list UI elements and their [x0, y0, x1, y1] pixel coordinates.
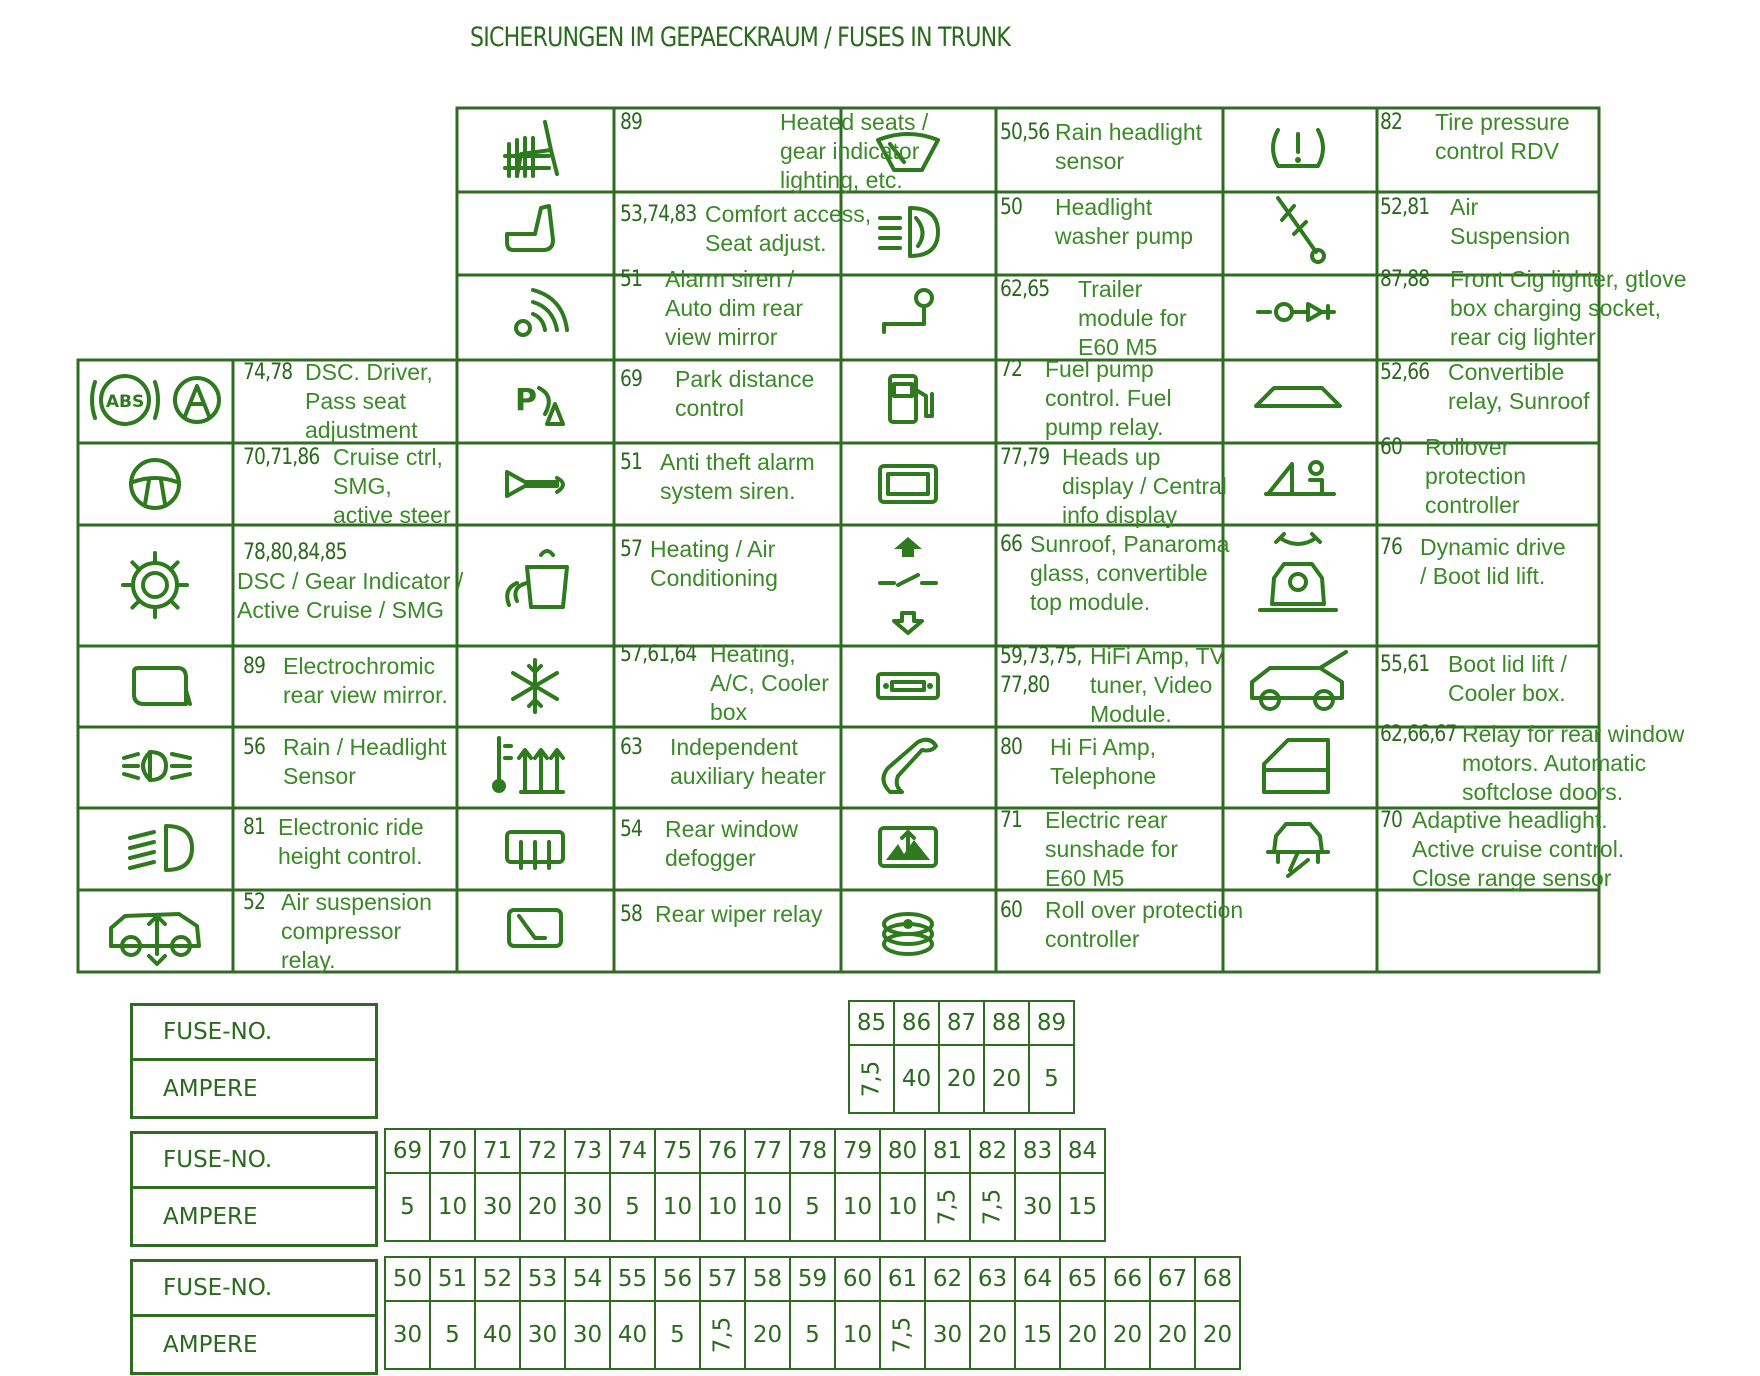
fuse-numbers: 63 [620, 735, 643, 760]
fuse-numbers: 52 [243, 890, 266, 915]
seat-icon [507, 206, 553, 250]
convertible-roof-icon [1256, 388, 1340, 406]
ampere-cell: 15 [1015, 1301, 1060, 1369]
fuse-number-cell: 69 [385, 1129, 430, 1173]
fuse-no-label: FUSE-NO. [133, 1262, 375, 1317]
headlight-range-icon [130, 826, 192, 870]
fuse-description: Fuel pump control. Fuel pump relay. [1045, 356, 1172, 440]
fuse-description: DSC. Driver, Pass seat adjustment [305, 359, 433, 443]
ampere-cell: 7,5 [925, 1173, 970, 1241]
ampere-cell: 10 [655, 1173, 700, 1241]
fuse-numbers: 52,81 [1380, 195, 1430, 220]
fuse-numbers: 52,66 [1380, 360, 1430, 385]
fuse-description: Heads up display / Central info display [1062, 444, 1227, 528]
ampere-cell: 5 [1029, 1045, 1074, 1113]
fuse-table-3-header [130, 1259, 378, 1375]
ampere-cell: 7,5 [880, 1301, 925, 1369]
fuse-table-2-header [130, 1131, 378, 1247]
ampere-cell: 5 [610, 1173, 655, 1241]
fuse-number-cell: 52 [475, 1257, 520, 1301]
fuse-description: Electric rear sunshade for E60 M5 [1045, 807, 1178, 891]
fuse-numbers: 60 [1380, 435, 1403, 460]
fuse-numbers: 72 [1000, 357, 1023, 382]
fuse-number-cell: 71 [475, 1129, 520, 1173]
sunroof-switch-icon [880, 537, 936, 633]
fuse-number-cell: 64 [1015, 1257, 1060, 1301]
fuse-no-label: FUSE-NO. [133, 1134, 375, 1189]
alarm-siren-icon [516, 290, 567, 335]
page-title: SICHERUNGEN IM GEPAECKRAUM / FUSES IN TRUNK [470, 22, 1011, 53]
fuse-description: DSC / Gear Indicator / Active Cruise / SMG [237, 568, 464, 623]
fuse-description: Heated seats / gear indicator lighting, etc. [780, 109, 929, 193]
fuse-description: Front Cig lighter, gtlove box charging socket, rear cig lighter [1450, 266, 1687, 350]
fuse-description: Air Suspension [1450, 194, 1571, 249]
fuse-number-cell: 83 [1015, 1129, 1060, 1173]
fuse-number-cell: 88 [984, 1001, 1029, 1045]
fuse-description: Heating / Air Conditioning [650, 536, 778, 591]
ampere-cell: 5 [430, 1301, 475, 1369]
fuse-numbers: 55,61 [1380, 652, 1430, 677]
fuse-numbers: 87,88 [1380, 267, 1430, 292]
ampere-cell: 10 [880, 1173, 925, 1241]
fuse-number-cell: 72 [520, 1129, 565, 1173]
svg-text:ABS: ABS [105, 392, 145, 412]
fuse-numbers: 58 [620, 902, 643, 927]
fuse-numbers: 82 [1380, 110, 1403, 135]
fuse-description: Convertible relay, Sunroof [1448, 359, 1590, 414]
fuse-number-cell: 86 [894, 1001, 939, 1045]
fuse-number-cell: 66 [1105, 1257, 1150, 1301]
fuse-numbers: 76 [1380, 535, 1403, 560]
ampere-cell: 15 [1060, 1173, 1105, 1241]
fuse-description: Dynamic drive / Boot lid lift. [1420, 534, 1566, 589]
fuse-numbers: 89 [243, 654, 266, 679]
rear-wiper-icon [509, 910, 561, 946]
fuse-numbers: 78,80,84,85 [243, 540, 347, 565]
fuse-description: Relay for rear window motors. Automatic softclose doors. [1462, 721, 1685, 805]
fuse-description: Trailer module for E60 M5 [1078, 276, 1187, 360]
fuse-number-cell: 60 [835, 1257, 880, 1301]
fuse-numbers: 57 [620, 537, 643, 562]
fuse-numbers: 62,65 [1000, 277, 1050, 302]
rear-defogger-icon [507, 832, 563, 868]
fuse-number-cell: 55 [610, 1257, 655, 1301]
ampere-cell: 10 [745, 1173, 790, 1241]
fuse-number-cell: 74 [610, 1129, 655, 1173]
ampere-cell: 10 [700, 1173, 745, 1241]
shock-absorber-icon [1278, 198, 1324, 262]
ampere-cell: 20 [520, 1173, 565, 1241]
ampere-cell: 30 [475, 1173, 520, 1241]
fuse-number-cell: 63 [970, 1257, 1015, 1301]
fuse-number-cell: 81 [925, 1129, 970, 1173]
door-icon [1264, 740, 1328, 792]
ampere-cell: 30 [520, 1301, 565, 1369]
fuse-numbers: 69 [620, 367, 643, 392]
ampere-cell: 30 [565, 1173, 610, 1241]
fuse-numbers: 62,66,67 [1380, 722, 1457, 747]
fuse-description: Alarm siren / Auto dim rear view mirror [665, 266, 804, 350]
fuse-number-cell: 82 [970, 1129, 1015, 1173]
fuse-number-cell: 76 [700, 1129, 745, 1173]
display-icon [880, 466, 936, 502]
fuse-description: Comfort access, Seat adjust. [705, 201, 872, 256]
fuse-description: Roll over protection controller [1045, 897, 1244, 952]
climate-icon [507, 551, 567, 607]
fuse-number-cell: 85 [849, 1001, 894, 1045]
ampere-cell: 7,5 [849, 1045, 894, 1113]
svg-text:P: P [515, 383, 537, 418]
fuse-number-cell: 79 [835, 1129, 880, 1173]
ampere-cell: 7,5 [970, 1173, 1015, 1241]
fuel-pump-icon [890, 376, 932, 422]
ampere-cell: 30 [1015, 1173, 1060, 1241]
fuse-description: Cruise ctrl, SMG, active steer [333, 444, 451, 528]
fuse-number-cell: 70 [430, 1129, 475, 1173]
fuse-table-3 [384, 1256, 1241, 1370]
ampere-cell: 40 [894, 1045, 939, 1113]
fuse-description: Tire pressure control RDV [1435, 109, 1570, 164]
ampere-label: AMPERE [163, 1075, 258, 1102]
fuse-number-cell: 80 [880, 1129, 925, 1173]
ampere-cell: 7,5 [700, 1301, 745, 1369]
ampere-cell: 30 [925, 1301, 970, 1369]
fuse-description: Hi Fi Amp, Telephone [1050, 734, 1157, 789]
fuse-numbers: 74,78 [243, 360, 293, 385]
snowflake-icon [513, 660, 557, 712]
fuse-description: Sunroof, Panaroma glass, convertible top module. [1030, 531, 1230, 615]
ampere-cell: 40 [475, 1301, 520, 1369]
ampere-label: AMPERE [163, 1331, 258, 1358]
heated-seat-icon [505, 122, 557, 176]
fuse-description: Rear wiper relay [655, 901, 823, 927]
fog-light-icon [124, 752, 190, 780]
ampere-cell: 10 [835, 1301, 880, 1369]
ampere-cell: 5 [790, 1301, 835, 1369]
mirror-icon [134, 668, 190, 704]
fuse-numbers: 51 [620, 450, 643, 475]
fuse-numbers: 56 [243, 735, 266, 760]
sunshade-icon [880, 828, 936, 866]
ampere-cell: 20 [1195, 1301, 1240, 1369]
fuse-number-cell: 87 [939, 1001, 984, 1045]
ampere-cell: 10 [835, 1173, 880, 1241]
fuse-table-1-header [130, 1003, 378, 1119]
fuse-numbers: 70,71,86 [243, 445, 320, 470]
ampere-cell: 5 [790, 1173, 835, 1241]
aux-heater-icon [492, 738, 563, 793]
fuse-numbers: 50 [1000, 195, 1023, 220]
fuse-number-cell: 50 [385, 1257, 430, 1301]
fuse-description: Electronic ride height control. [278, 814, 424, 869]
adaptive-headlight-icon [1268, 824, 1328, 876]
fuse-number-cell: 67 [1150, 1257, 1195, 1301]
fuse-table-2 [384, 1128, 1106, 1242]
ampere-cell: 20 [1150, 1301, 1195, 1369]
fuse-number-cell: 68 [1195, 1257, 1240, 1301]
ampere-cell: 40 [610, 1301, 655, 1369]
fuse-description: Headlight washer pump [1055, 194, 1194, 249]
headlight-washer-icon [880, 208, 938, 256]
fuse-number-cell: 73 [565, 1129, 610, 1173]
ampere-cell: 20 [970, 1301, 1015, 1369]
fuse-description: Electrochromic rear view mirror. [283, 653, 448, 708]
ampere-cell: 20 [745, 1301, 790, 1369]
air-suspension-car-icon [111, 914, 199, 964]
fuse-numbers: 53,74,83 [620, 202, 697, 227]
ampere-cell: 30 [385, 1301, 430, 1369]
fuse-description: Rollover protection controller [1425, 434, 1527, 518]
fuse-numbers: 57,61,64 [620, 642, 697, 667]
fuse-number-cell: 54 [565, 1257, 610, 1301]
telephone-icon [883, 740, 936, 792]
fuse-number-cell: 61 [880, 1257, 925, 1301]
fuse-numbers: 54 [620, 817, 643, 842]
ampere-cell: 30 [565, 1301, 610, 1369]
ampere-cell: 10 [430, 1173, 475, 1241]
fuse-number-cell: 77 [745, 1129, 790, 1173]
fuse-number-cell: 51 [430, 1257, 475, 1301]
fuse-number-cell: 53 [520, 1257, 565, 1301]
fuse-number-cell: 59 [790, 1257, 835, 1301]
fuse-description: Rain headlight sensor [1055, 119, 1203, 174]
abs-dsc-icon [92, 376, 219, 424]
fuse-number-cell: 58 [745, 1257, 790, 1301]
fuse-numbers: 81 [243, 815, 266, 840]
fuse-number-cell: 84 [1060, 1129, 1105, 1173]
boot-lid-icon [1252, 652, 1346, 709]
fuse-number-cell: 65 [1060, 1257, 1105, 1301]
fuse-no-label: FUSE-NO. [133, 1006, 375, 1061]
steering-wheel-icon [131, 460, 179, 508]
fuse-description: Air suspension compressor relay. [281, 889, 432, 973]
fuse-number-cell: 89 [1029, 1001, 1074, 1045]
ampere-cell: 5 [655, 1301, 700, 1369]
gear-icon [123, 553, 187, 617]
fuse-numbers: 71 [1000, 808, 1023, 833]
fuse-description: Heating, A/C, Cooler box [710, 641, 829, 725]
fuse-description: Boot lid lift / Cooler box. [1448, 651, 1567, 706]
fuse-description: Park distance control [675, 366, 815, 421]
fuse-number-cell: 56 [655, 1257, 700, 1301]
fuse-description: Rain / Headlight Sensor [283, 734, 447, 789]
dynamic-drive-icon [1260, 534, 1336, 610]
ampere-cell: 20 [939, 1045, 984, 1113]
cigarette-lighter-icon [1258, 304, 1334, 320]
fuse-description: Rear window defogger [665, 816, 798, 871]
fuse-numbers: 59,73,75, 77,80 [1000, 644, 1082, 698]
horn-icon [507, 472, 563, 496]
rollover-icon [1266, 462, 1334, 494]
ampere-cell: 5 [385, 1173, 430, 1241]
ampere-cell: 20 [984, 1045, 1029, 1113]
rollover-sensor-icon [884, 914, 932, 954]
fuse-description: HiFi Amp, TV tuner, Video Module. [1090, 643, 1226, 727]
fuse-number-cell: 62 [925, 1257, 970, 1301]
tire-pressure-icon [1273, 130, 1323, 166]
fuse-numbers: 70 [1380, 808, 1403, 833]
fuse-numbers: 66 [1000, 532, 1023, 557]
ampere-cell: 20 [1060, 1301, 1105, 1369]
fuse-description: Anti theft alarm system siren. [660, 449, 815, 504]
radio-icon [878, 674, 938, 698]
fuse-number-cell: 78 [790, 1129, 835, 1173]
trailer-hitch-icon [884, 290, 932, 332]
ampere-cell: 20 [1105, 1301, 1150, 1369]
fuse-numbers: 80 [1000, 735, 1023, 760]
fuse-table-1 [848, 1000, 1075, 1114]
fuse-numbers: 50,56 [1000, 120, 1050, 145]
fuse-numbers: 51 [620, 267, 643, 292]
fuse-description: Adaptive headlight. Active cruise control. Close range sensor [1412, 807, 1625, 891]
fuse-numbers: 60 [1000, 898, 1023, 923]
fuse-numbers: 89 [620, 110, 643, 135]
fuse-number-cell: 75 [655, 1129, 700, 1173]
ampere-label: AMPERE [163, 1203, 258, 1230]
fuse-number-cell: 57 [700, 1257, 745, 1301]
fuse-numbers: 77,79 [1000, 445, 1050, 470]
park-distance-icon [515, 383, 563, 424]
fuse-description: Independent auxiliary heater [670, 734, 826, 789]
